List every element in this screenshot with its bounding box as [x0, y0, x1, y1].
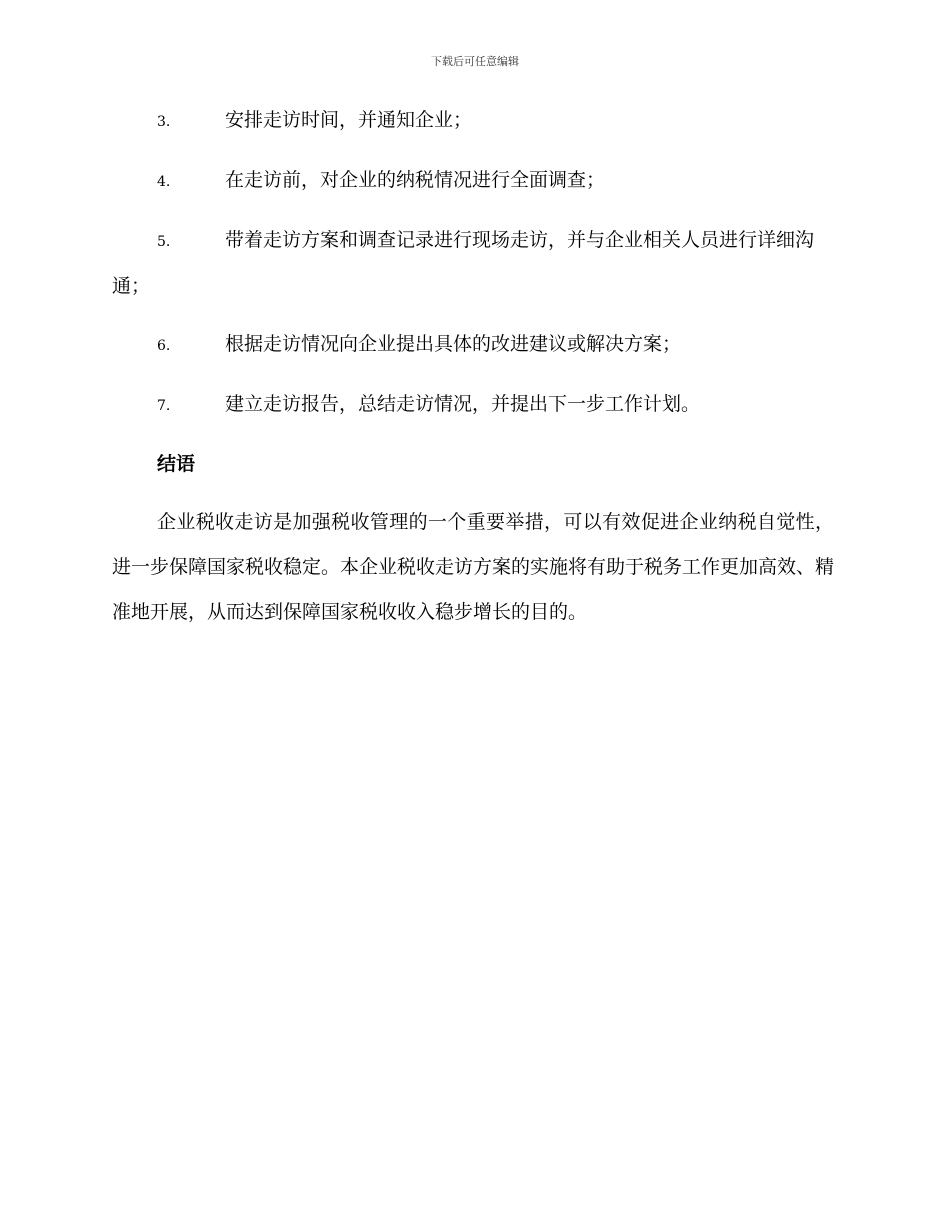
list-item-5	[112, 218, 834, 308]
list-item-7	[112, 394, 834, 416]
list-number: 3.	[157, 114, 171, 130]
list-text: 建立走访报告，总结走访情况，并提出下一步工作计划。	[225, 393, 701, 415]
list-text: 安排走访时间，并通知企业；	[225, 109, 473, 131]
list-number: 5.	[157, 234, 171, 250]
list-number: 6.	[157, 338, 171, 354]
list-item-3	[112, 110, 834, 132]
section-heading: 结语	[157, 453, 196, 475]
list-text: 在走访前，对企业的纳税情况进行全面调查；	[225, 169, 606, 191]
conclusion-paragraph: 企业税收走访是加强税收管理的一个重要举措，可以有效促进企业纳税自觉性，进一步保障国家税收稳定。本企业税收走访方案的实施将有助于税务工作更加高效、精准地开展，从而达到保障国家税收收入稳步增长的目的。	[112, 511, 835, 623]
list-text: 根据走访情况向企业提出具体的改进建议或解决方案；	[225, 333, 682, 355]
page-header: 下载后可任意编辑	[431, 55, 519, 68]
document-body	[112, 110, 834, 635]
list-number: 4.	[157, 174, 171, 190]
list-text: 带着走访方案和调查记录进行现场走访，并与企业相关人员进行详细沟通；	[112, 229, 815, 297]
list-item-6	[112, 334, 834, 356]
list-item-4	[112, 170, 834, 192]
list-number: 7.	[157, 398, 171, 414]
